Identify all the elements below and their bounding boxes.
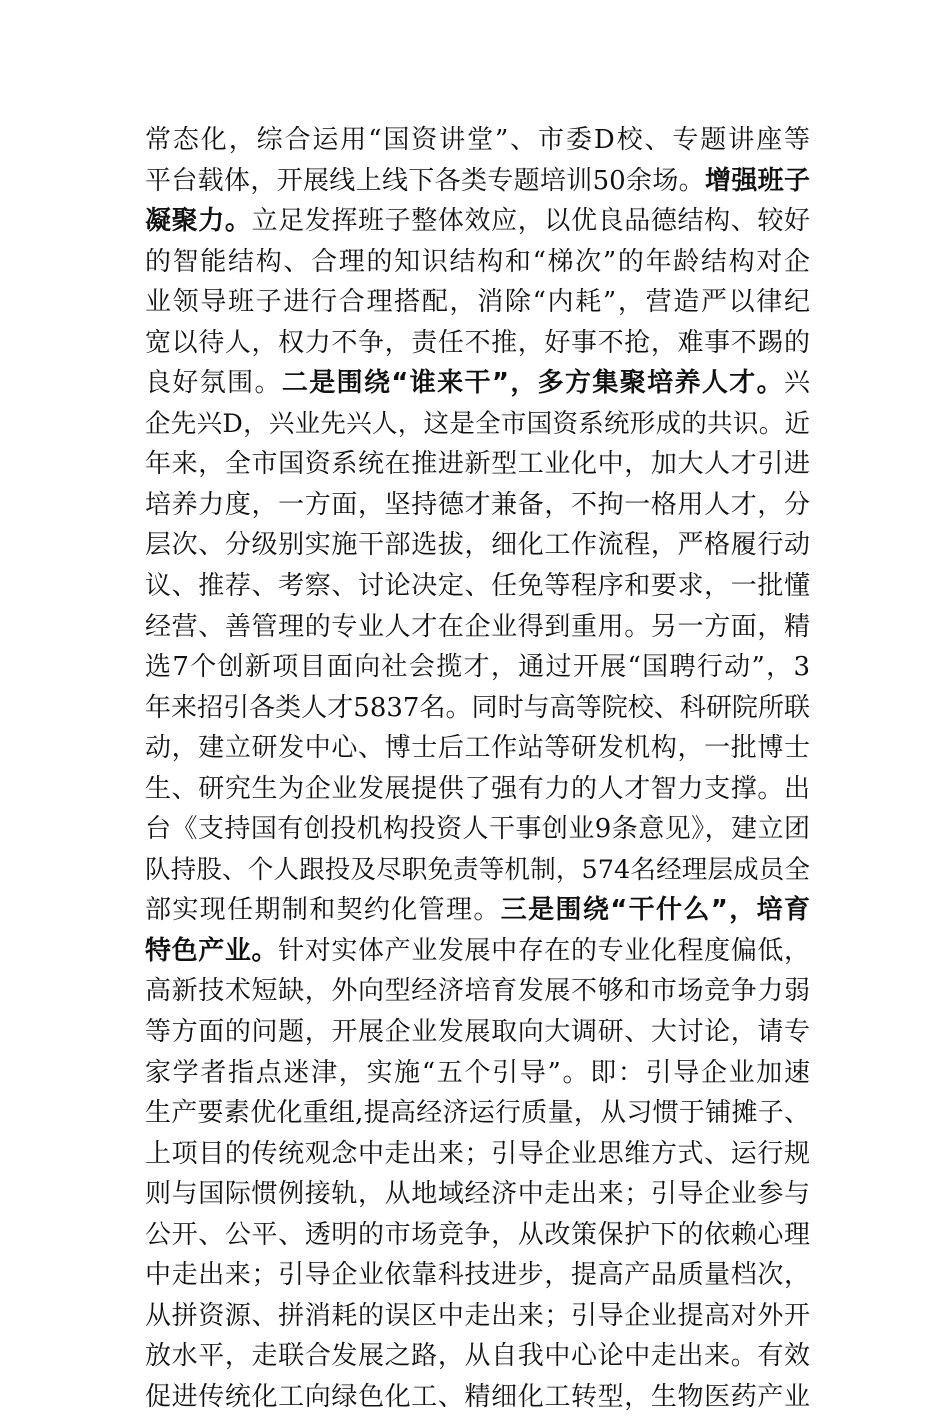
- text-line: [145, 1377, 810, 1418]
- body-text-run: 生、研究生为企业发展提供了强有力的人才智力支撑。出: [145, 773, 810, 804]
- text-line: [145, 1093, 810, 1134]
- bold-heading-text: 增强班子: [705, 165, 810, 196]
- text-line: [145, 1336, 810, 1377]
- text-line: [145, 161, 810, 202]
- text-line: [145, 1255, 810, 1296]
- body-text-run: 的智能结构、合理的知识结构和“梯次”的年龄结构对企: [145, 246, 810, 277]
- body-text-run: 常态化，综合运用“国资讲堂”、市委D校、专题讲座等: [145, 125, 810, 155]
- text-line: [145, 1053, 810, 1094]
- bold-heading-text: 特色产业。: [145, 935, 279, 966]
- body-text-run: 公开、公平、透明的市场竞争，从改策保护下的依赖心理: [145, 1219, 810, 1250]
- text-line: [145, 1012, 810, 1053]
- bold-heading-text: 二是围绕“谁来干”，多方集聚培养人才。: [281, 368, 784, 399]
- body-text-run: 等方面的问题，开展企业发展取向大调研、大讨论，请专: [145, 1017, 810, 1048]
- text-line: [145, 444, 810, 485]
- text-line: [145, 607, 810, 648]
- body-text-run: 立足发挥班子整体效应，以优良品德结构、较好: [251, 206, 810, 237]
- body-text-run: 上项目的传统观念中走出来；引导企业思维方式、运行规: [145, 1138, 810, 1169]
- text-line: [145, 242, 810, 283]
- body-text-run: 队持股、个人跟投及尽职免责等机制，574名经理层成员全: [145, 854, 810, 885]
- text-line: [145, 1215, 810, 1256]
- text-line: [145, 525, 810, 566]
- bold-heading-text: 三是围绕“干什么”，培育: [500, 895, 810, 926]
- body-text-run: 年来，全市国资系统在推进新型工业化中，加大人才引进: [145, 449, 810, 480]
- body-text-run: 从拼资源、拼消耗的误区中走出来；引导企业提高对外开: [145, 1300, 810, 1331]
- body-text-run: 针对实体产业发展中存在的专业化程度偏低，: [278, 935, 810, 966]
- body-text-run: 宽以待人，权力不争，责任不推，好事不抢，难事不踢的: [145, 327, 810, 358]
- body-text-run: 议、推荐、考察、讨论决定、任免等程序和要求，一批懂: [145, 571, 810, 602]
- text-line: [145, 890, 810, 931]
- text-line: [145, 120, 810, 161]
- text-line: [145, 485, 810, 526]
- body-text-run: 兴: [783, 368, 810, 399]
- text-line: [145, 850, 810, 891]
- body-text-run: 年来招引各类人才5837名。同时与高等院校、科研院所联: [145, 692, 810, 723]
- body-text-run: 部实现任期制和契约化管理。: [145, 895, 501, 926]
- text-line: [145, 363, 810, 404]
- body-text-run: 企先兴D，兴业先兴人，这是全市国资系统形成的共识。近: [145, 408, 810, 439]
- bold-heading-text: 凝聚力。: [145, 206, 252, 237]
- text-line: [145, 1174, 810, 1215]
- text-line: [145, 728, 810, 769]
- body-text-run: 平台载体，开展线上线下各类专题培训50余场。: [145, 165, 705, 196]
- text-line: [145, 323, 810, 364]
- body-text-run: 家学者指点迷津，实施“五个引导”。即：引导企业加速: [145, 1057, 810, 1088]
- body-text: [145, 120, 810, 1418]
- body-text-run: 高新技术短缺，外向型经济培育发展不够和市场竞争力弱: [145, 976, 810, 1007]
- text-line: [145, 1134, 810, 1175]
- text-line: [145, 647, 810, 688]
- text-line: [145, 971, 810, 1012]
- body-text-run: 放水平，走联合发展之路，从自我中心论中走出来。有效: [145, 1341, 810, 1372]
- body-text-run: 则与国际惯例接轨，从地域经济中走出来；引导企业参与: [145, 1179, 810, 1210]
- body-text-run: 良好氛围。: [145, 368, 282, 399]
- body-text-run: 动，建立研发中心、博士后工作站等研发机构，一批博士: [145, 733, 810, 764]
- body-text-run: 培养力度，一方面，坚持德才兼备，不拘一格用人才，分: [145, 489, 810, 520]
- body-text-run: 生产要素优化重组,提高经济运行质量，从习惯于铺摊子、: [145, 1098, 810, 1129]
- text-line: [145, 931, 810, 972]
- body-text-run: 业领导班子进行合理搭配，消除“内耗”，营造严以律纪: [145, 287, 810, 318]
- text-line: [145, 1296, 810, 1337]
- text-line: [145, 404, 810, 445]
- body-text-run: 经营、善管理的专业人才在企业得到重用。另一方面，精: [145, 611, 810, 642]
- text-line: [145, 688, 810, 729]
- text-line: [145, 282, 810, 323]
- text-line: [145, 769, 810, 810]
- body-text-run: 台《支持国有创投机构投资人干事创业9条意见》，建立团: [145, 814, 810, 845]
- body-text-run: 中走出来；引导企业依靠科技进步，提高产品质量档次，: [145, 1260, 810, 1291]
- text-line: [145, 201, 810, 242]
- text-line: [145, 566, 810, 607]
- text-line: [145, 809, 810, 850]
- body-text-run: 选7个创新项目面向社会揽才，通过开展“国聘行动”，3: [145, 652, 810, 683]
- body-text-run: 促进传统化工向绿色化工、精细化工转型，生物医药产业: [145, 1381, 810, 1412]
- body-text-run: 层次、分级别实施干部选拔，细化工作流程，严格履行动: [145, 530, 810, 561]
